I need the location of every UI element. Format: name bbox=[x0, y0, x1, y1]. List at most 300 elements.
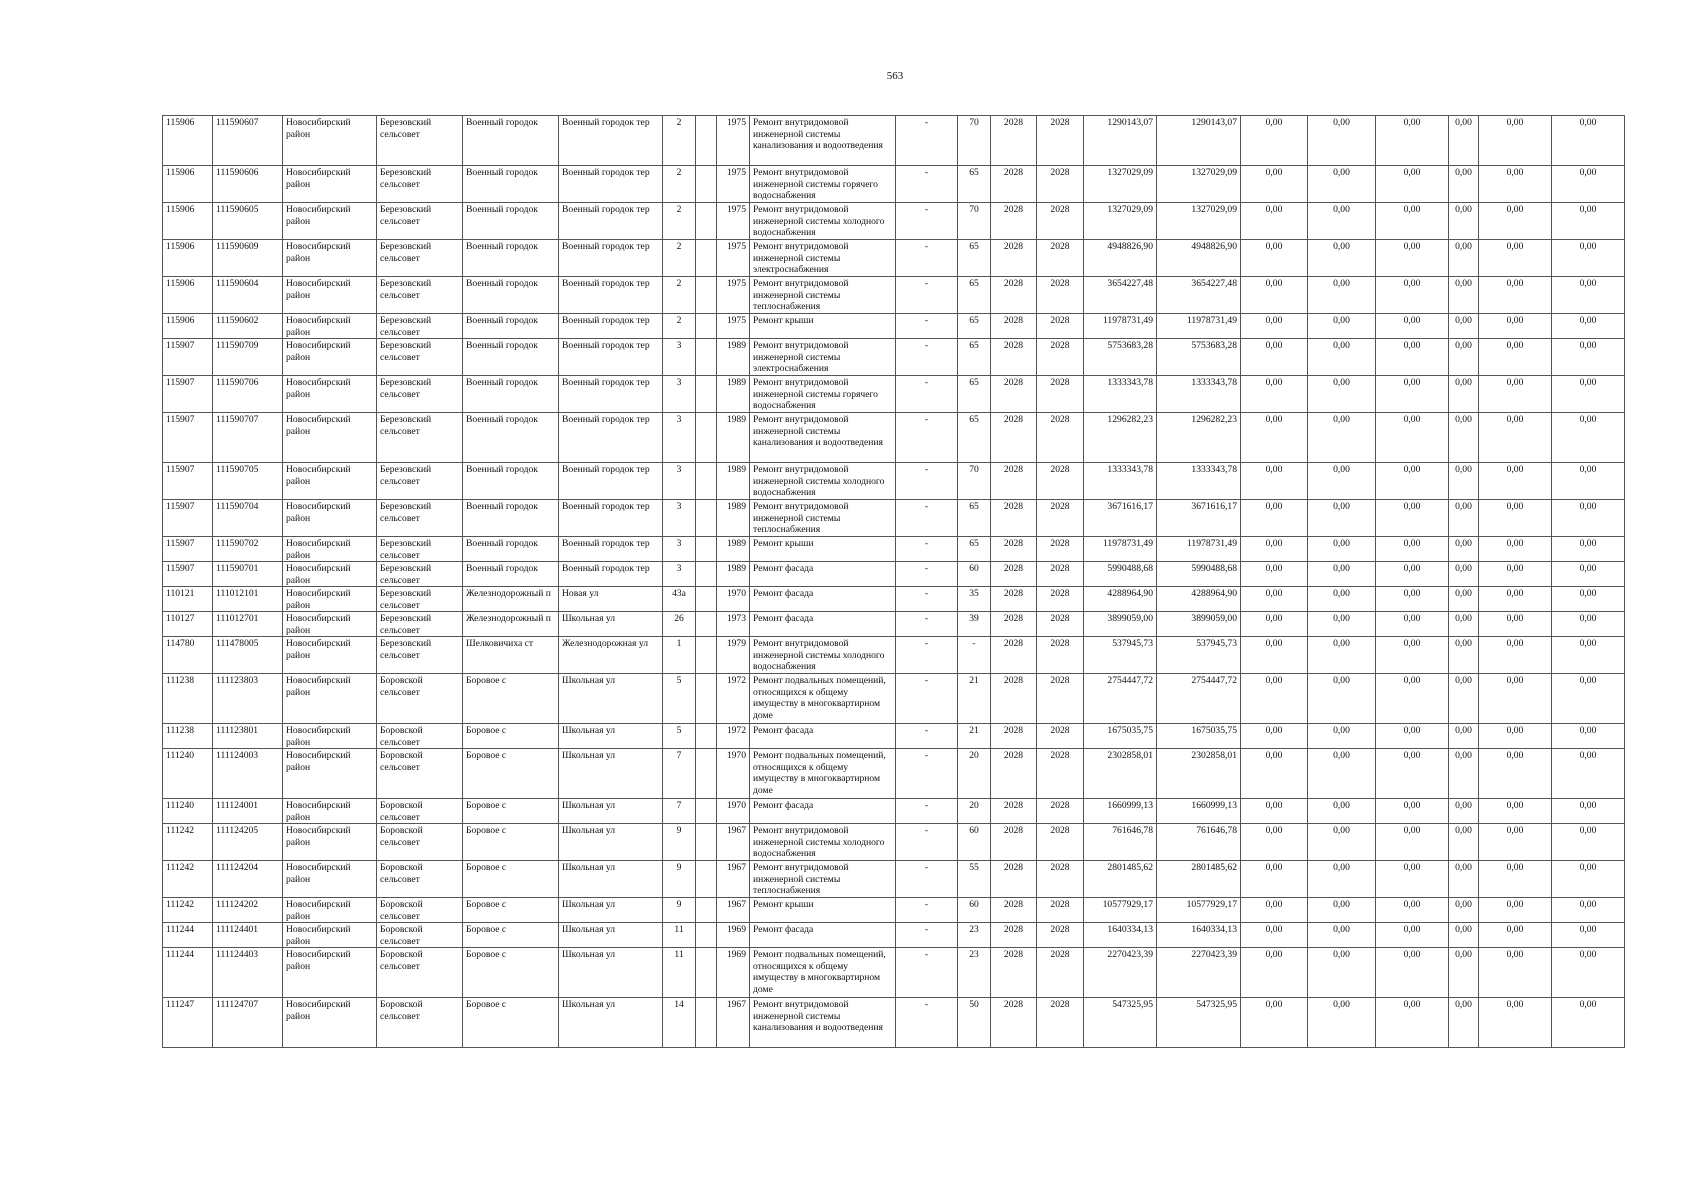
cell-year-built: 1972 bbox=[717, 724, 750, 749]
cell-cost-total: 1327029,09 bbox=[1084, 166, 1157, 203]
cell-plan-year-start: 2028 bbox=[991, 724, 1037, 749]
cell-plan-year-start: 2028 bbox=[991, 612, 1037, 637]
cell-wear-percent: 20 bbox=[958, 749, 991, 799]
cell-building bbox=[696, 898, 717, 923]
cell-cost-fund: 5990488,68 bbox=[1157, 562, 1241, 587]
cell-cost-region: 0,00 bbox=[1241, 116, 1308, 166]
cell-district: Новосибирский район bbox=[283, 824, 377, 861]
cell-wear: - bbox=[896, 674, 958, 724]
cell-cost-owners: 0,00 bbox=[1376, 203, 1449, 240]
cell-cost-municipal: 0,00 bbox=[1308, 799, 1376, 824]
cell-cost-owners: 0,00 bbox=[1376, 674, 1449, 724]
cell-settlement: Боровской сельсовет bbox=[377, 923, 463, 948]
cell-district: Новосибирский район bbox=[283, 612, 377, 637]
cell-wear-percent: 60 bbox=[958, 898, 991, 923]
cell-cost-region: 0,00 bbox=[1241, 861, 1308, 898]
cell-cost-other: 0,00 bbox=[1449, 537, 1479, 562]
cell-wear-percent: 65 bbox=[958, 413, 991, 463]
cell-cost-reserve: 0,00 bbox=[1479, 339, 1552, 376]
cell-building bbox=[696, 413, 717, 463]
cell-cost-reserve: 0,00 bbox=[1479, 898, 1552, 923]
cell-district: Новосибирский район bbox=[283, 339, 377, 376]
cell-house-id: 115907 bbox=[163, 376, 213, 413]
cell-building bbox=[696, 998, 717, 1048]
cell-house-number: 9 bbox=[663, 824, 696, 861]
table-row bbox=[163, 612, 1625, 637]
cell-cost-fund: 11978731,49 bbox=[1157, 314, 1241, 339]
cell-settlement: Березовский сельсовет bbox=[377, 376, 463, 413]
cell-cost-fund: 2302858,01 bbox=[1157, 749, 1241, 799]
cell-street: Военный городок тер bbox=[559, 203, 663, 240]
cell-street: Военный городок тер bbox=[559, 314, 663, 339]
cell-cost-extra: 0,00 bbox=[1552, 824, 1625, 861]
cell-plan-year-end: 2028 bbox=[1037, 500, 1084, 537]
cell-work-id: 111123803 bbox=[213, 674, 283, 724]
table-row bbox=[163, 277, 1625, 314]
table-row bbox=[163, 537, 1625, 562]
table-row bbox=[163, 314, 1625, 339]
cell-house-number: 3 bbox=[663, 376, 696, 413]
cell-settlement: Боровской сельсовет bbox=[377, 799, 463, 824]
cell-house-number: 14 bbox=[663, 998, 696, 1048]
cell-district: Новосибирский район bbox=[283, 587, 377, 612]
cell-wear-percent: 50 bbox=[958, 998, 991, 1048]
cell-district: Новосибирский район bbox=[283, 500, 377, 537]
cell-cost-total: 4288964,90 bbox=[1084, 587, 1157, 612]
cell-cost-region: 0,00 bbox=[1241, 537, 1308, 562]
cell-cost-other: 0,00 bbox=[1449, 998, 1479, 1048]
cell-work-type: Ремонт фасада bbox=[750, 923, 896, 948]
cell-district: Новосибирский район bbox=[283, 637, 377, 674]
cell-building bbox=[696, 799, 717, 824]
cell-house-id: 111244 bbox=[163, 948, 213, 998]
cell-cost-extra: 0,00 bbox=[1552, 203, 1625, 240]
cell-street: Военный городок тер bbox=[559, 562, 663, 587]
cell-cost-municipal: 0,00 bbox=[1308, 277, 1376, 314]
cell-cost-region: 0,00 bbox=[1241, 413, 1308, 463]
cell-year-built: 1989 bbox=[717, 537, 750, 562]
cell-plan-year-end: 2028 bbox=[1037, 948, 1084, 998]
page-number: 563 bbox=[886, 70, 904, 82]
cell-house-number: 3 bbox=[663, 339, 696, 376]
cell-cost-municipal: 0,00 bbox=[1308, 998, 1376, 1048]
cell-plan-year-start: 2028 bbox=[991, 277, 1037, 314]
cell-building bbox=[696, 948, 717, 998]
cell-district: Новосибирский район bbox=[283, 749, 377, 799]
cell-cost-municipal: 0,00 bbox=[1308, 166, 1376, 203]
table-row bbox=[163, 339, 1625, 376]
cell-locality: Военный городок bbox=[463, 240, 559, 277]
cell-year-built: 1975 bbox=[717, 203, 750, 240]
cell-street: Школьная ул bbox=[559, 612, 663, 637]
cell-settlement: Боровской сельсовет bbox=[377, 674, 463, 724]
cell-cost-fund: 537945,73 bbox=[1157, 637, 1241, 674]
cell-plan-year-start: 2028 bbox=[991, 587, 1037, 612]
cell-building bbox=[696, 277, 717, 314]
cell-work-id: 111590702 bbox=[213, 537, 283, 562]
cell-work-id: 111590709 bbox=[213, 339, 283, 376]
cell-cost-fund: 10577929,17 bbox=[1157, 898, 1241, 923]
cell-year-built: 1970 bbox=[717, 749, 750, 799]
cell-wear: - bbox=[896, 948, 958, 998]
cell-year-built: 1975 bbox=[717, 240, 750, 277]
cell-cost-extra: 0,00 bbox=[1552, 339, 1625, 376]
cell-district: Новосибирский район bbox=[283, 463, 377, 500]
table-row bbox=[163, 463, 1625, 500]
cell-locality: Военный городок bbox=[463, 562, 559, 587]
cell-house-number: 2 bbox=[663, 314, 696, 339]
cell-plan-year-start: 2028 bbox=[991, 923, 1037, 948]
cell-cost-total: 537945,73 bbox=[1084, 637, 1157, 674]
cell-district: Новосибирский район bbox=[283, 861, 377, 898]
cell-wear-percent: 20 bbox=[958, 799, 991, 824]
cell-year-built: 1967 bbox=[717, 861, 750, 898]
cell-cost-other: 0,00 bbox=[1449, 562, 1479, 587]
cell-building bbox=[696, 861, 717, 898]
cell-plan-year-start: 2028 bbox=[991, 948, 1037, 998]
cell-plan-year-start: 2028 bbox=[991, 166, 1037, 203]
cell-wear: - bbox=[896, 240, 958, 277]
cell-work-type: Ремонт внутридомовой инженерной системы канализования и водоотведения bbox=[750, 413, 896, 463]
cell-cost-owners: 0,00 bbox=[1376, 166, 1449, 203]
cell-cost-extra: 0,00 bbox=[1552, 674, 1625, 724]
cell-cost-extra: 0,00 bbox=[1552, 923, 1625, 948]
cell-year-built: 1989 bbox=[717, 463, 750, 500]
cell-cost-owners: 0,00 bbox=[1376, 948, 1449, 998]
cell-cost-region: 0,00 bbox=[1241, 824, 1308, 861]
cell-street: Школьная ул bbox=[559, 948, 663, 998]
cell-wear: - bbox=[896, 923, 958, 948]
cell-cost-reserve: 0,00 bbox=[1479, 376, 1552, 413]
cell-house-id: 110127 bbox=[163, 612, 213, 637]
cell-work-id: 111590606 bbox=[213, 166, 283, 203]
cell-house-id: 115906 bbox=[163, 240, 213, 277]
table-row bbox=[163, 948, 1625, 998]
cell-settlement: Березовский сельсовет bbox=[377, 277, 463, 314]
cell-cost-extra: 0,00 bbox=[1552, 587, 1625, 612]
cell-settlement: Березовский сельсовет bbox=[377, 314, 463, 339]
cell-house-number: 2 bbox=[663, 240, 696, 277]
cell-plan-year-end: 2028 bbox=[1037, 637, 1084, 674]
cell-cost-extra: 0,00 bbox=[1552, 277, 1625, 314]
cell-work-id: 111123801 bbox=[213, 724, 283, 749]
cell-wear-percent: 21 bbox=[958, 674, 991, 724]
cell-plan-year-end: 2028 bbox=[1037, 240, 1084, 277]
cell-wear-percent: 60 bbox=[958, 562, 991, 587]
cell-cost-total: 5990488,68 bbox=[1084, 562, 1157, 587]
cell-year-built: 1975 bbox=[717, 314, 750, 339]
cell-wear: - bbox=[896, 463, 958, 500]
cell-year-built: 1979 bbox=[717, 637, 750, 674]
cell-cost-owners: 0,00 bbox=[1376, 116, 1449, 166]
cell-work-type: Ремонт внутридомовой инженерной системы канализования и водоотведения bbox=[750, 998, 896, 1048]
cell-wear-percent: 65 bbox=[958, 314, 991, 339]
cell-cost-total: 3654227,48 bbox=[1084, 277, 1157, 314]
cell-building bbox=[696, 562, 717, 587]
table-row bbox=[163, 166, 1625, 203]
cell-house-id: 115906 bbox=[163, 203, 213, 240]
cell-cost-fund: 4948826,90 bbox=[1157, 240, 1241, 277]
cell-plan-year-start: 2028 bbox=[991, 898, 1037, 923]
cell-cost-extra: 0,00 bbox=[1552, 376, 1625, 413]
cell-wear-percent: 23 bbox=[958, 923, 991, 948]
cell-work-id: 111124403 bbox=[213, 948, 283, 998]
cell-plan-year-end: 2028 bbox=[1037, 463, 1084, 500]
cell-work-type: Ремонт крыши bbox=[750, 314, 896, 339]
cell-district: Новосибирский район bbox=[283, 724, 377, 749]
cell-cost-owners: 0,00 bbox=[1376, 537, 1449, 562]
cell-cost-municipal: 0,00 bbox=[1308, 240, 1376, 277]
cell-house-id: 111240 bbox=[163, 799, 213, 824]
cell-cost-total: 3671616,17 bbox=[1084, 500, 1157, 537]
cell-work-id: 111012101 bbox=[213, 587, 283, 612]
cell-cost-municipal: 0,00 bbox=[1308, 463, 1376, 500]
cell-building bbox=[696, 724, 717, 749]
cell-cost-other: 0,00 bbox=[1449, 413, 1479, 463]
cell-house-number: 2 bbox=[663, 166, 696, 203]
cell-cost-reserve: 0,00 bbox=[1479, 587, 1552, 612]
table-row bbox=[163, 500, 1625, 537]
cell-cost-municipal: 0,00 bbox=[1308, 562, 1376, 587]
cell-work-type: Ремонт внутридомовой инженерной системы электроснабжения bbox=[750, 339, 896, 376]
cell-street: Школьная ул bbox=[559, 749, 663, 799]
cell-work-type: Ремонт фасада bbox=[750, 562, 896, 587]
cell-building bbox=[696, 116, 717, 166]
cell-cost-municipal: 0,00 bbox=[1308, 749, 1376, 799]
cell-cost-other: 0,00 bbox=[1449, 166, 1479, 203]
cell-settlement: Березовский сельсовет bbox=[377, 612, 463, 637]
cell-work-type: Ремонт подвальных помещений, относящихся к общему имуществу в многоквартирном доме bbox=[750, 674, 896, 724]
cell-cost-fund: 4288964,90 bbox=[1157, 587, 1241, 612]
cell-wear: - bbox=[896, 314, 958, 339]
cell-cost-region: 0,00 bbox=[1241, 314, 1308, 339]
cell-cost-municipal: 0,00 bbox=[1308, 376, 1376, 413]
cell-cost-extra: 0,00 bbox=[1552, 166, 1625, 203]
cell-street: Новая ул bbox=[559, 587, 663, 612]
cell-cost-owners: 0,00 bbox=[1376, 799, 1449, 824]
cell-locality: Военный городок bbox=[463, 116, 559, 166]
cell-cost-owners: 0,00 bbox=[1376, 824, 1449, 861]
cell-plan-year-end: 2028 bbox=[1037, 824, 1084, 861]
cell-cost-fund: 1675035,75 bbox=[1157, 724, 1241, 749]
cell-house-id: 115906 bbox=[163, 116, 213, 166]
cell-plan-year-start: 2028 bbox=[991, 240, 1037, 277]
cell-district: Новосибирский район bbox=[283, 948, 377, 998]
cell-plan-year-end: 2028 bbox=[1037, 923, 1084, 948]
cell-plan-year-start: 2028 bbox=[991, 799, 1037, 824]
cell-house-number: 2 bbox=[663, 203, 696, 240]
cell-settlement: Боровской сельсовет bbox=[377, 898, 463, 923]
cell-plan-year-end: 2028 bbox=[1037, 587, 1084, 612]
cell-cost-municipal: 0,00 bbox=[1308, 203, 1376, 240]
cell-wear-percent: 65 bbox=[958, 166, 991, 203]
cell-plan-year-end: 2028 bbox=[1037, 861, 1084, 898]
cell-building bbox=[696, 749, 717, 799]
cell-cost-region: 0,00 bbox=[1241, 339, 1308, 376]
cell-cost-fund: 3899059,00 bbox=[1157, 612, 1241, 637]
cell-wear: - bbox=[896, 277, 958, 314]
cell-cost-total: 1333343,78 bbox=[1084, 463, 1157, 500]
cell-cost-total: 761646,78 bbox=[1084, 824, 1157, 861]
cell-cost-total: 547325,95 bbox=[1084, 998, 1157, 1048]
cell-district: Новосибирский район bbox=[283, 240, 377, 277]
cell-plan-year-end: 2028 bbox=[1037, 998, 1084, 1048]
cell-year-built: 1972 bbox=[717, 674, 750, 724]
cell-house-id: 115907 bbox=[163, 562, 213, 587]
cell-locality: Боровое с bbox=[463, 998, 559, 1048]
cell-cost-total: 1296282,23 bbox=[1084, 413, 1157, 463]
cell-cost-extra: 0,00 bbox=[1552, 500, 1625, 537]
cell-house-id: 115907 bbox=[163, 339, 213, 376]
cell-cost-reserve: 0,00 bbox=[1479, 724, 1552, 749]
cell-cost-reserve: 0,00 bbox=[1479, 463, 1552, 500]
cell-cost-total: 1660999,13 bbox=[1084, 799, 1157, 824]
cell-cost-municipal: 0,00 bbox=[1308, 339, 1376, 376]
table-row bbox=[163, 724, 1625, 749]
cell-cost-total: 11978731,49 bbox=[1084, 314, 1157, 339]
cell-wear: - bbox=[896, 998, 958, 1048]
cell-settlement: Березовский сельсовет bbox=[377, 463, 463, 500]
cell-work-type: Ремонт крыши bbox=[750, 898, 896, 923]
cell-cost-region: 0,00 bbox=[1241, 998, 1308, 1048]
cell-settlement: Березовский сельсовет bbox=[377, 413, 463, 463]
cell-work-type: Ремонт внутридомовой инженерной системы холодного водоснабжения bbox=[750, 824, 896, 861]
cell-building bbox=[696, 240, 717, 277]
cell-building bbox=[696, 674, 717, 724]
cell-cost-total: 2754447,72 bbox=[1084, 674, 1157, 724]
cell-cost-total: 4948826,90 bbox=[1084, 240, 1157, 277]
cell-work-id: 111124205 bbox=[213, 824, 283, 861]
table-row bbox=[163, 799, 1625, 824]
cell-settlement: Боровской сельсовет bbox=[377, 749, 463, 799]
cell-district: Новосибирский район bbox=[283, 166, 377, 203]
cell-cost-other: 0,00 bbox=[1449, 824, 1479, 861]
cell-cost-reserve: 0,00 bbox=[1479, 612, 1552, 637]
table-row bbox=[163, 562, 1625, 587]
cell-plan-year-end: 2028 bbox=[1037, 314, 1084, 339]
cell-house-id: 115906 bbox=[163, 166, 213, 203]
cell-cost-owners: 0,00 bbox=[1376, 562, 1449, 587]
cell-house-number: 3 bbox=[663, 413, 696, 463]
cell-district: Новосибирский район bbox=[283, 376, 377, 413]
cell-wear-percent: 65 bbox=[958, 339, 991, 376]
cell-cost-other: 0,00 bbox=[1449, 240, 1479, 277]
cell-cost-owners: 0,00 bbox=[1376, 898, 1449, 923]
table-row bbox=[163, 203, 1625, 240]
cell-cost-municipal: 0,00 bbox=[1308, 724, 1376, 749]
cell-plan-year-start: 2028 bbox=[991, 637, 1037, 674]
cell-cost-fund: 3654227,48 bbox=[1157, 277, 1241, 314]
table-row bbox=[163, 749, 1625, 799]
cell-building bbox=[696, 637, 717, 674]
cell-locality: Боровое с bbox=[463, 923, 559, 948]
table-row bbox=[163, 413, 1625, 463]
cell-district: Новосибирский район bbox=[283, 923, 377, 948]
cell-house-number: 9 bbox=[663, 898, 696, 923]
cell-house-id: 111238 bbox=[163, 674, 213, 724]
cell-year-built: 1989 bbox=[717, 339, 750, 376]
cell-cost-total: 2302858,01 bbox=[1084, 749, 1157, 799]
cell-cost-owners: 0,00 bbox=[1376, 724, 1449, 749]
cell-year-built: 1970 bbox=[717, 799, 750, 824]
cell-building bbox=[696, 463, 717, 500]
cell-cost-fund: 1290143,07 bbox=[1157, 116, 1241, 166]
cell-cost-region: 0,00 bbox=[1241, 612, 1308, 637]
cell-district: Новосибирский район bbox=[283, 898, 377, 923]
cell-cost-region: 0,00 bbox=[1241, 637, 1308, 674]
cell-settlement: Березовский сельсовет bbox=[377, 339, 463, 376]
cell-cost-total: 1640334,13 bbox=[1084, 923, 1157, 948]
cell-plan-year-end: 2028 bbox=[1037, 166, 1084, 203]
cell-street: Школьная ул bbox=[559, 724, 663, 749]
cell-building bbox=[696, 339, 717, 376]
cell-cost-fund: 1660999,13 bbox=[1157, 799, 1241, 824]
cell-street: Школьная ул bbox=[559, 998, 663, 1048]
cell-street: Военный городок тер bbox=[559, 116, 663, 166]
cell-house-number: 2 bbox=[663, 277, 696, 314]
cell-cost-municipal: 0,00 bbox=[1308, 898, 1376, 923]
cell-cost-owners: 0,00 bbox=[1376, 413, 1449, 463]
cell-plan-year-end: 2028 bbox=[1037, 799, 1084, 824]
cell-cost-fund: 1333343,78 bbox=[1157, 376, 1241, 413]
cell-work-id: 111590705 bbox=[213, 463, 283, 500]
cell-wear-percent: 65 bbox=[958, 500, 991, 537]
cell-cost-region: 0,00 bbox=[1241, 724, 1308, 749]
cell-wear-percent: 23 bbox=[958, 948, 991, 998]
cell-cost-municipal: 0,00 bbox=[1308, 637, 1376, 674]
cell-house-number: 11 bbox=[663, 923, 696, 948]
cell-work-type: Ремонт внутридомовой инженерной системы теплоснабжения bbox=[750, 277, 896, 314]
cell-plan-year-end: 2028 bbox=[1037, 339, 1084, 376]
cell-cost-fund: 1296282,23 bbox=[1157, 413, 1241, 463]
cell-year-built: 1967 bbox=[717, 998, 750, 1048]
cell-wear: - bbox=[896, 612, 958, 637]
cell-cost-owners: 0,00 bbox=[1376, 637, 1449, 674]
cell-district: Новосибирский район bbox=[283, 998, 377, 1048]
cell-building bbox=[696, 314, 717, 339]
cell-cost-other: 0,00 bbox=[1449, 203, 1479, 240]
cell-cost-total: 1675035,75 bbox=[1084, 724, 1157, 749]
table-row bbox=[163, 898, 1625, 923]
cell-locality: Боровое с bbox=[463, 824, 559, 861]
cell-plan-year-end: 2028 bbox=[1037, 537, 1084, 562]
cell-cost-reserve: 0,00 bbox=[1479, 923, 1552, 948]
cell-cost-other: 0,00 bbox=[1449, 898, 1479, 923]
cell-cost-reserve: 0,00 bbox=[1479, 413, 1552, 463]
cell-work-type: Ремонт внутридомовой инженерной системы холодного водоснабжения bbox=[750, 463, 896, 500]
cell-work-id: 111124202 bbox=[213, 898, 283, 923]
cell-district: Новосибирский район bbox=[283, 799, 377, 824]
cell-work-type: Ремонт фасада bbox=[750, 799, 896, 824]
cell-cost-extra: 0,00 bbox=[1552, 612, 1625, 637]
cell-cost-reserve: 0,00 bbox=[1479, 562, 1552, 587]
cell-plan-year-start: 2028 bbox=[991, 861, 1037, 898]
cell-settlement: Боровской сельсовет bbox=[377, 724, 463, 749]
cell-year-built: 1989 bbox=[717, 413, 750, 463]
table-row bbox=[163, 861, 1625, 898]
cell-house-id: 115906 bbox=[163, 277, 213, 314]
cell-wear: - bbox=[896, 799, 958, 824]
cell-cost-reserve: 0,00 bbox=[1479, 500, 1552, 537]
cell-district: Новосибирский район bbox=[283, 674, 377, 724]
cell-cost-region: 0,00 bbox=[1241, 923, 1308, 948]
cell-cost-other: 0,00 bbox=[1449, 799, 1479, 824]
cell-cost-reserve: 0,00 bbox=[1479, 203, 1552, 240]
cell-cost-extra: 0,00 bbox=[1552, 240, 1625, 277]
cell-cost-owners: 0,00 bbox=[1376, 240, 1449, 277]
cell-work-type: Ремонт внутридомовой инженерной системы теплоснабжения bbox=[750, 861, 896, 898]
cell-house-number: 9 bbox=[663, 861, 696, 898]
